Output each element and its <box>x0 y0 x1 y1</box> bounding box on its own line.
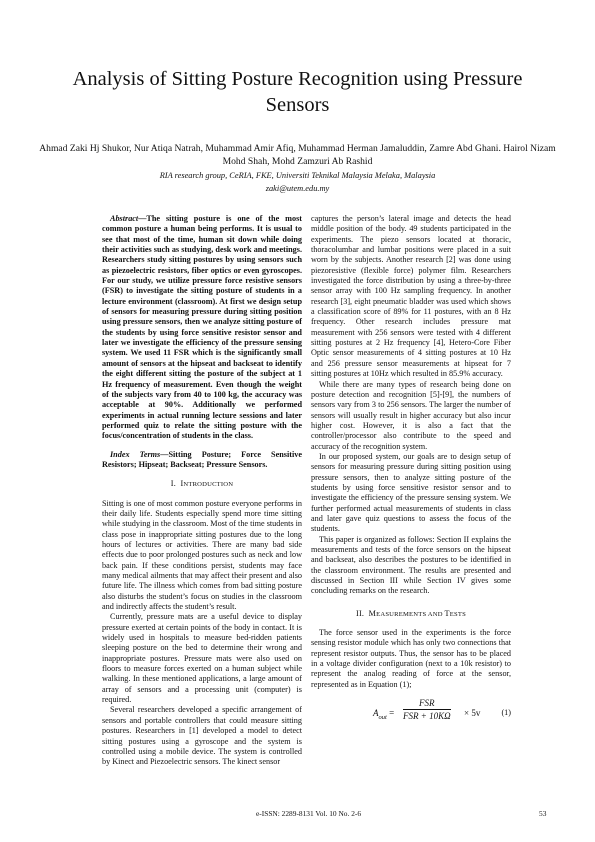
equation-numerator: FSR <box>403 698 451 710</box>
body-paragraph: Several researchers developed a specific arrangement of sensors and portable controllers that could measure sitting postures. Researchers in [1] developed a model to detect sitting postures using a gyroscope and the system is controlled using a mobile device. The system is controlled by Kinect and Piezoelectric sensors. The kinect sensor <box>102 705 302 767</box>
section-initial: I <box>180 479 184 489</box>
affiliation: RIA research group, CeRIA, FKE, Universiti Teknikal Malaysia Melaka, Malaysia <box>159 171 436 180</box>
equation-symbol: A <box>373 708 379 719</box>
equation-subscript: out <box>378 713 387 721</box>
body-paragraph: Currently, pressure mats are a useful device to display pressure exerted at certain points of the body in contact. It is widely used in hospitals to measure bed-ridden patients sleeping posture on the bed to determine their wrong and inappropriate postures. Pressure mats were also used on floors to measure forces exerted on a human subject while walking. In these mentioned applications, a large amount of array of sensors and a processing unit (computer) is required. <box>102 612 302 705</box>
equation-equals: = <box>389 708 395 719</box>
section-initial: M <box>368 608 377 618</box>
left-column <box>102 214 302 768</box>
section-initial: T <box>444 608 450 618</box>
equation-denominator: FSR + 10KΩ <box>403 711 451 722</box>
body-paragraph: The force sensor used in the experiments is the force sensing resistor module which has only two connections that represent resistor outputs. Thus, the sensor has to be placed in a voltage divider configuration (next to a 10k resistor) to represent the analog reading of force at the sensor, represented as in Equation (1); <box>311 628 511 689</box>
author-email: zaki@utem.edu.my <box>265 184 330 193</box>
footer-issn: e-ISSN: 2289-8131 Vol. 10 No. 2-6 <box>256 809 362 818</box>
section-heading-measurements <box>311 609 511 620</box>
abstract-text: —The sitting posture is one of the most common posture a human being performs. It is usual to see that most of the time, human sit down while doing their activities such as studying, desk work and meetings. Researchers study sitting postures by using sensors such as piezoelectric resistors, fiber optics or even gyroscopes. For our study, we utilize pressure force resistive sensors (FSR) to investigate the sitting posture of students in a lecture environment (classroom). At first we design setup of sensors for measuring pressure during sitting position using pressure sensors, then we analyze sitting posture of the students by using force sensitive resistor sensor and later we investigate the efficiency of the pressure sensing system. We used 11 FSR which is the significantly small amount of sensors at the hipseat and backseat to identify the eight different sitting the posture of the subject at 1 Hz frequency of measurement. Even though the weight of the subjects vary from 40 to 100 kg, the accuracy was acceptable at 90%. Additionally we performed experiments in actual running lecture sessions and later performed quiz to relate the sitting posture with the focus/concentration of students in the class. <box>102 214 302 441</box>
section-number: I. <box>170 479 176 489</box>
affiliation-block <box>36 169 559 195</box>
section-heading-introduction <box>102 479 302 490</box>
section-rest: NTRODUCTION <box>183 481 234 489</box>
equation-fraction <box>403 698 451 722</box>
equation-number: (1) <box>501 708 511 718</box>
section-rest: ESTS <box>449 610 466 618</box>
body-paragraph: In our proposed system, our goals are to design setup of sensors for measuring pressure during sitting position using pressure sensors, then to analyze sitting posture of the students by using force sensitive resistor sensor and to investigate the efficiency of the pressure sensing system. We further performed actual measurements of students in class and later gave quiz questions to assess the focus of the students. <box>311 451 511 534</box>
body-paragraph: This paper is organized as follows: Section II explains the measurements and tests of the force sensors on the hipseat and backseat, also describes the postures to be identified in the classroom environment. The results are presented and discussed in Section III while Section IV gives some concluding remarks on the research. <box>311 534 511 596</box>
page-number: 53 <box>539 809 547 818</box>
body-paragraph: Sitting is one of most common posture everyone performs in their daily life. Students especially spend more time sitting while studying in the classroom. Most of the time students in class pose in inappropriate sitting postures due to the long hours of lectures or activities. There are many bad side effects due to poor prolonged postures such as neck and low back pain. If these conditions persist, students may face many medical ailments that may affect their present and also future life. The illness which comes from bad sitting posture also disturbs the student’s focus on studies in the classroom and indirectly affects the student’s result. <box>102 498 302 612</box>
index-terms-label: Index Terms <box>110 449 161 459</box>
index-terms <box>102 450 302 471</box>
equation-multiplier: × 5v <box>464 708 481 719</box>
index-terms-text: —Sitting Posture; Force Sensitive Resistors; Hipseat; Backseat; Pressure Sensors. <box>102 449 302 469</box>
body-paragraph: While there are many types of research being done on posture detection and recognition [5]-[9], the numbers of sensors vary from 3 to 256 sensors. The larger the number of sensors will usually result in higher accuracy but also incur higher cost. However, it is also a fact that the controller/processor also contribute to the speed and accuracy of the recognition system. <box>311 379 511 451</box>
section-rest: EASUREMENTS AND <box>376 610 445 618</box>
section-number: II. <box>356 608 365 618</box>
right-column <box>311 214 511 730</box>
body-paragraph: captures the person’s lateral image and detects the head middle position of the body. 49 students participated in the experiments. The piezo sensors located at thoracic, thoracolumbar and lumbar positions were placed in a suit worn by the subjects. Another research [2] was done using piezoresistive (flexible force) polymer film. Researchers investigated the force distribution by using a three-by-three sensor array with 100 Hz sampling frequency. In another research [3], eight pneumatic bladder was used which shows a classification score of 89% for 11 postures, with an 8 Hz frequency. Other research includes pressure mat measurement with 256 sensors were tested with 4 different sitting postures at 2 Hz frequency [4], Hetero-Core Fiber Optic sensor measurements of 4 sitting postures at 10 Hz and 256 pressure sensor measurements at hipseat for 7 sitting postures at 10Hz which resulted in 85.9% accuracy. <box>311 214 511 379</box>
equation-lhs <box>373 708 394 723</box>
abstract <box>102 214 302 442</box>
abstract-label: Abstract <box>110 214 139 223</box>
author-list: Ahmad Zaki Hj Shukor, Nur Atiqa Natrah, Muhammad Amir Afiq, Muhammad Herman Jamaluddin, Zamre Abd Ghani. Hairol Nizam Mohd Shah, Mohd Zamzuri Ab Rashid <box>39 143 556 167</box>
equation-1 <box>311 696 511 730</box>
paper-title: Analysis of Sitting Posture Recognition using Pressure Sensors <box>72 68 523 116</box>
